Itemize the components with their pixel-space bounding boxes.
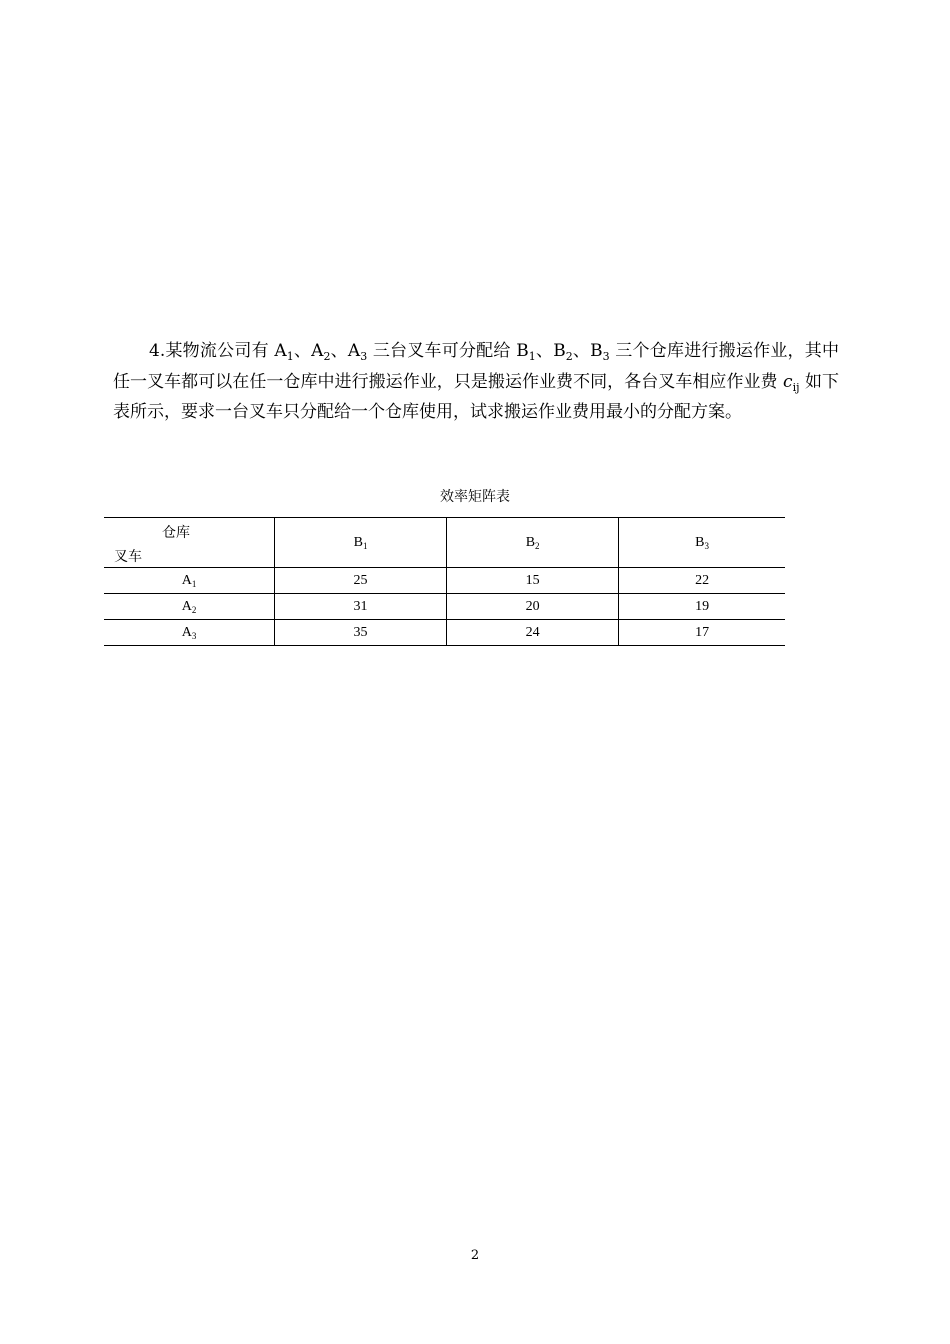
table-row bbox=[104, 568, 785, 594]
corner-label-forklift: 叉车 bbox=[114, 550, 142, 565]
problem-text: 、B bbox=[535, 341, 566, 361]
problem-text: 4.某物流公司有 A bbox=[149, 341, 287, 361]
table-cell: 17 bbox=[619, 620, 785, 646]
efficiency-matrix-table bbox=[104, 517, 785, 646]
row-header: $A_1$ bbox=[104, 568, 275, 594]
cost-variable-subscript: ij bbox=[792, 380, 800, 394]
problem-statement bbox=[113, 336, 839, 428]
table-row bbox=[104, 620, 785, 646]
page-number: 2 bbox=[470, 1248, 480, 1263]
table-header-row bbox=[104, 518, 785, 568]
subscript: 3 bbox=[602, 350, 610, 363]
subscript: 1 bbox=[286, 350, 294, 363]
table-cell: 20 bbox=[447, 594, 619, 620]
row-header: $A_3$ bbox=[104, 620, 275, 646]
column-header: $B_3$ bbox=[619, 518, 785, 568]
column-header: $B_2$ bbox=[447, 518, 619, 568]
corner-label-warehouse: 仓库 bbox=[162, 526, 190, 541]
row-header: $A_2$ bbox=[104, 594, 275, 620]
subscript: 1 bbox=[528, 350, 536, 363]
problem-text: 三台叉车可分配给 B bbox=[367, 341, 529, 361]
problem-text: 、A bbox=[330, 341, 361, 361]
table-cell: 35 bbox=[275, 620, 447, 646]
cost-variable: c bbox=[783, 371, 793, 392]
subscript: 2 bbox=[323, 350, 331, 363]
problem-text: 、A bbox=[293, 341, 324, 361]
column-header: $B_1$ bbox=[275, 518, 447, 568]
table-cell: 15 bbox=[447, 568, 619, 594]
corner-cell bbox=[104, 518, 275, 568]
table-cell: 22 bbox=[619, 568, 785, 594]
table-caption: 效率矩阵表 bbox=[440, 489, 510, 505]
table-row bbox=[104, 594, 785, 620]
table-cell: 19 bbox=[619, 594, 785, 620]
problem-text: 、B bbox=[572, 341, 603, 361]
subscript: 2 bbox=[565, 350, 573, 363]
table-cell: 31 bbox=[275, 594, 447, 620]
table-cell: 24 bbox=[447, 620, 619, 646]
problem-text: 如下表所示，要求一台叉车只分配给一个仓库使用，试求搬运作业费用最小的分配方案。 bbox=[113, 371, 840, 422]
table-cell: 25 bbox=[275, 568, 447, 594]
problem-text: 三个仓库进行搬运作业，其中任一叉车都可以在任一仓库中进行搬运作业，只是搬运作业费不同，各台叉车相应作业费 bbox=[113, 341, 839, 392]
subscript: 3 bbox=[360, 350, 368, 363]
